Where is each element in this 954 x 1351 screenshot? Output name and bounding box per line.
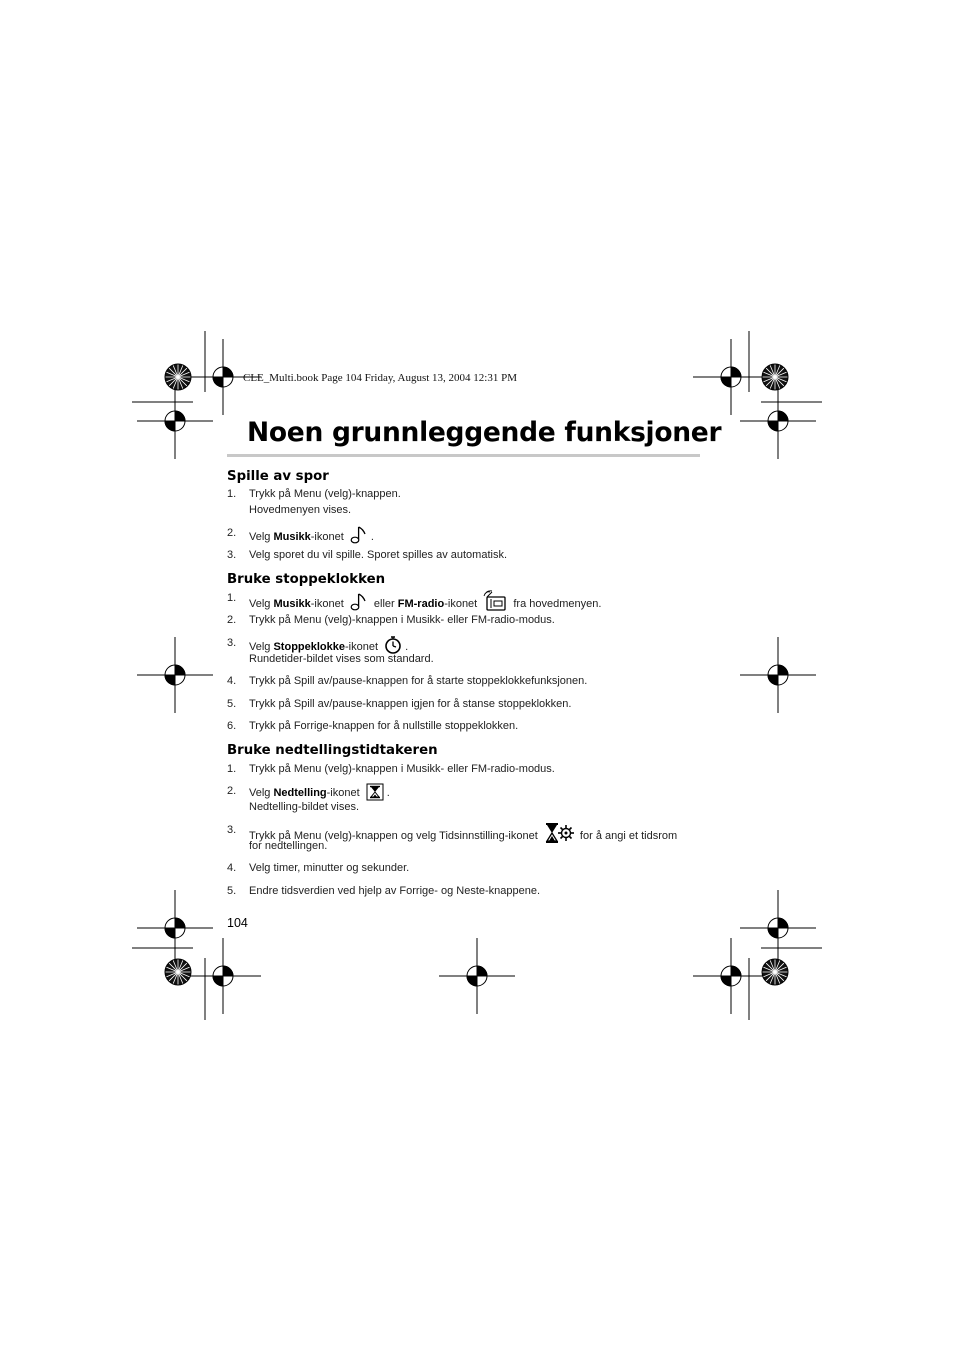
item-number: 2.	[227, 527, 237, 539]
item-text: Trykk på Menu (velg)-knappen.	[249, 488, 401, 500]
hourglass-icon	[366, 783, 384, 801]
item-number: 3.	[227, 637, 237, 649]
icon-name: Musikk	[273, 531, 311, 543]
item-text: Trykk på Menu (velg)-knappen i Musikk- eller FM-radio-modus.	[249, 763, 555, 775]
item-text: Velg Stoppeklokke-ikonet .	[249, 635, 408, 655]
item-number: 4.	[227, 675, 237, 687]
item-number: 1.	[227, 488, 237, 500]
item-text: Trykk på Spill av/pause-knappen igjen for å stanse stoppeklokken.	[249, 698, 572, 710]
section-heading: Spille av spor	[227, 469, 329, 484]
item-number: 4.	[227, 862, 237, 874]
music-note-icon	[350, 525, 368, 545]
item-text: Velg Musikk-ikonet .	[249, 525, 374, 545]
timer-settings-icon	[544, 822, 574, 844]
item-text: Trykk på Forrige-knappen for å nullstille stoppeklokken.	[249, 720, 519, 732]
item-number: 5.	[227, 698, 237, 710]
print-slug: CLE_Multi.book Page 104 Friday, August 13, 2004 12:31 PM	[243, 372, 517, 384]
item-text: Velg timer, minutter og sekunder.	[249, 862, 410, 874]
item-number: 5.	[227, 885, 237, 897]
item-number: 1.	[227, 763, 237, 775]
item-number: 2.	[227, 614, 237, 626]
item-text: Velg Musikk-ikonet eller FM-radio-ikonet fra hovedmenyen.	[249, 590, 601, 612]
item-text: Velg Nedtelling-ikonet .	[249, 783, 390, 801]
item-subtext: for nedtellingen.	[249, 840, 328, 852]
page-title: Noen grunnleggende funksjoner	[247, 417, 722, 448]
item-text: Trykk på Menu (velg)-knappen og velg Tidsinnstilling-ikonet for å angi et tidsrom	[249, 822, 677, 844]
item-subtext: Rundetider-bildet vises som standard.	[249, 653, 434, 665]
section-heading: Bruke nedtellingstidtakeren	[227, 743, 438, 758]
item-text: Trykk på Spill av/pause-knappen for å starte stoppeklokkefunksjonen.	[249, 675, 588, 687]
item-text: Endre tidsverdien ved hjelp av Forrige- og Neste-knappene.	[249, 885, 541, 897]
item-subtext: Nedtelling-bildet vises.	[249, 801, 360, 813]
item-number: 2.	[227, 785, 237, 797]
item-text: Trykk på Menu (velg)-knappen i Musikk- eller FM-radio-modus.	[249, 614, 555, 626]
item-subtext: Hovedmenyen vises.	[249, 504, 352, 516]
title-underline	[227, 454, 700, 457]
item-number: 3.	[227, 549, 237, 561]
item-number: 3.	[227, 824, 237, 836]
item-number: 6.	[227, 720, 237, 732]
radio-icon	[483, 590, 507, 612]
music-note-icon	[350, 592, 368, 612]
item-number: 1.	[227, 592, 237, 604]
section-heading: Bruke stoppeklokken	[227, 572, 386, 587]
page-number: 104	[227, 916, 248, 930]
item-text: Velg sporet du vil spille. Sporet spilles av automatisk.	[249, 549, 508, 561]
